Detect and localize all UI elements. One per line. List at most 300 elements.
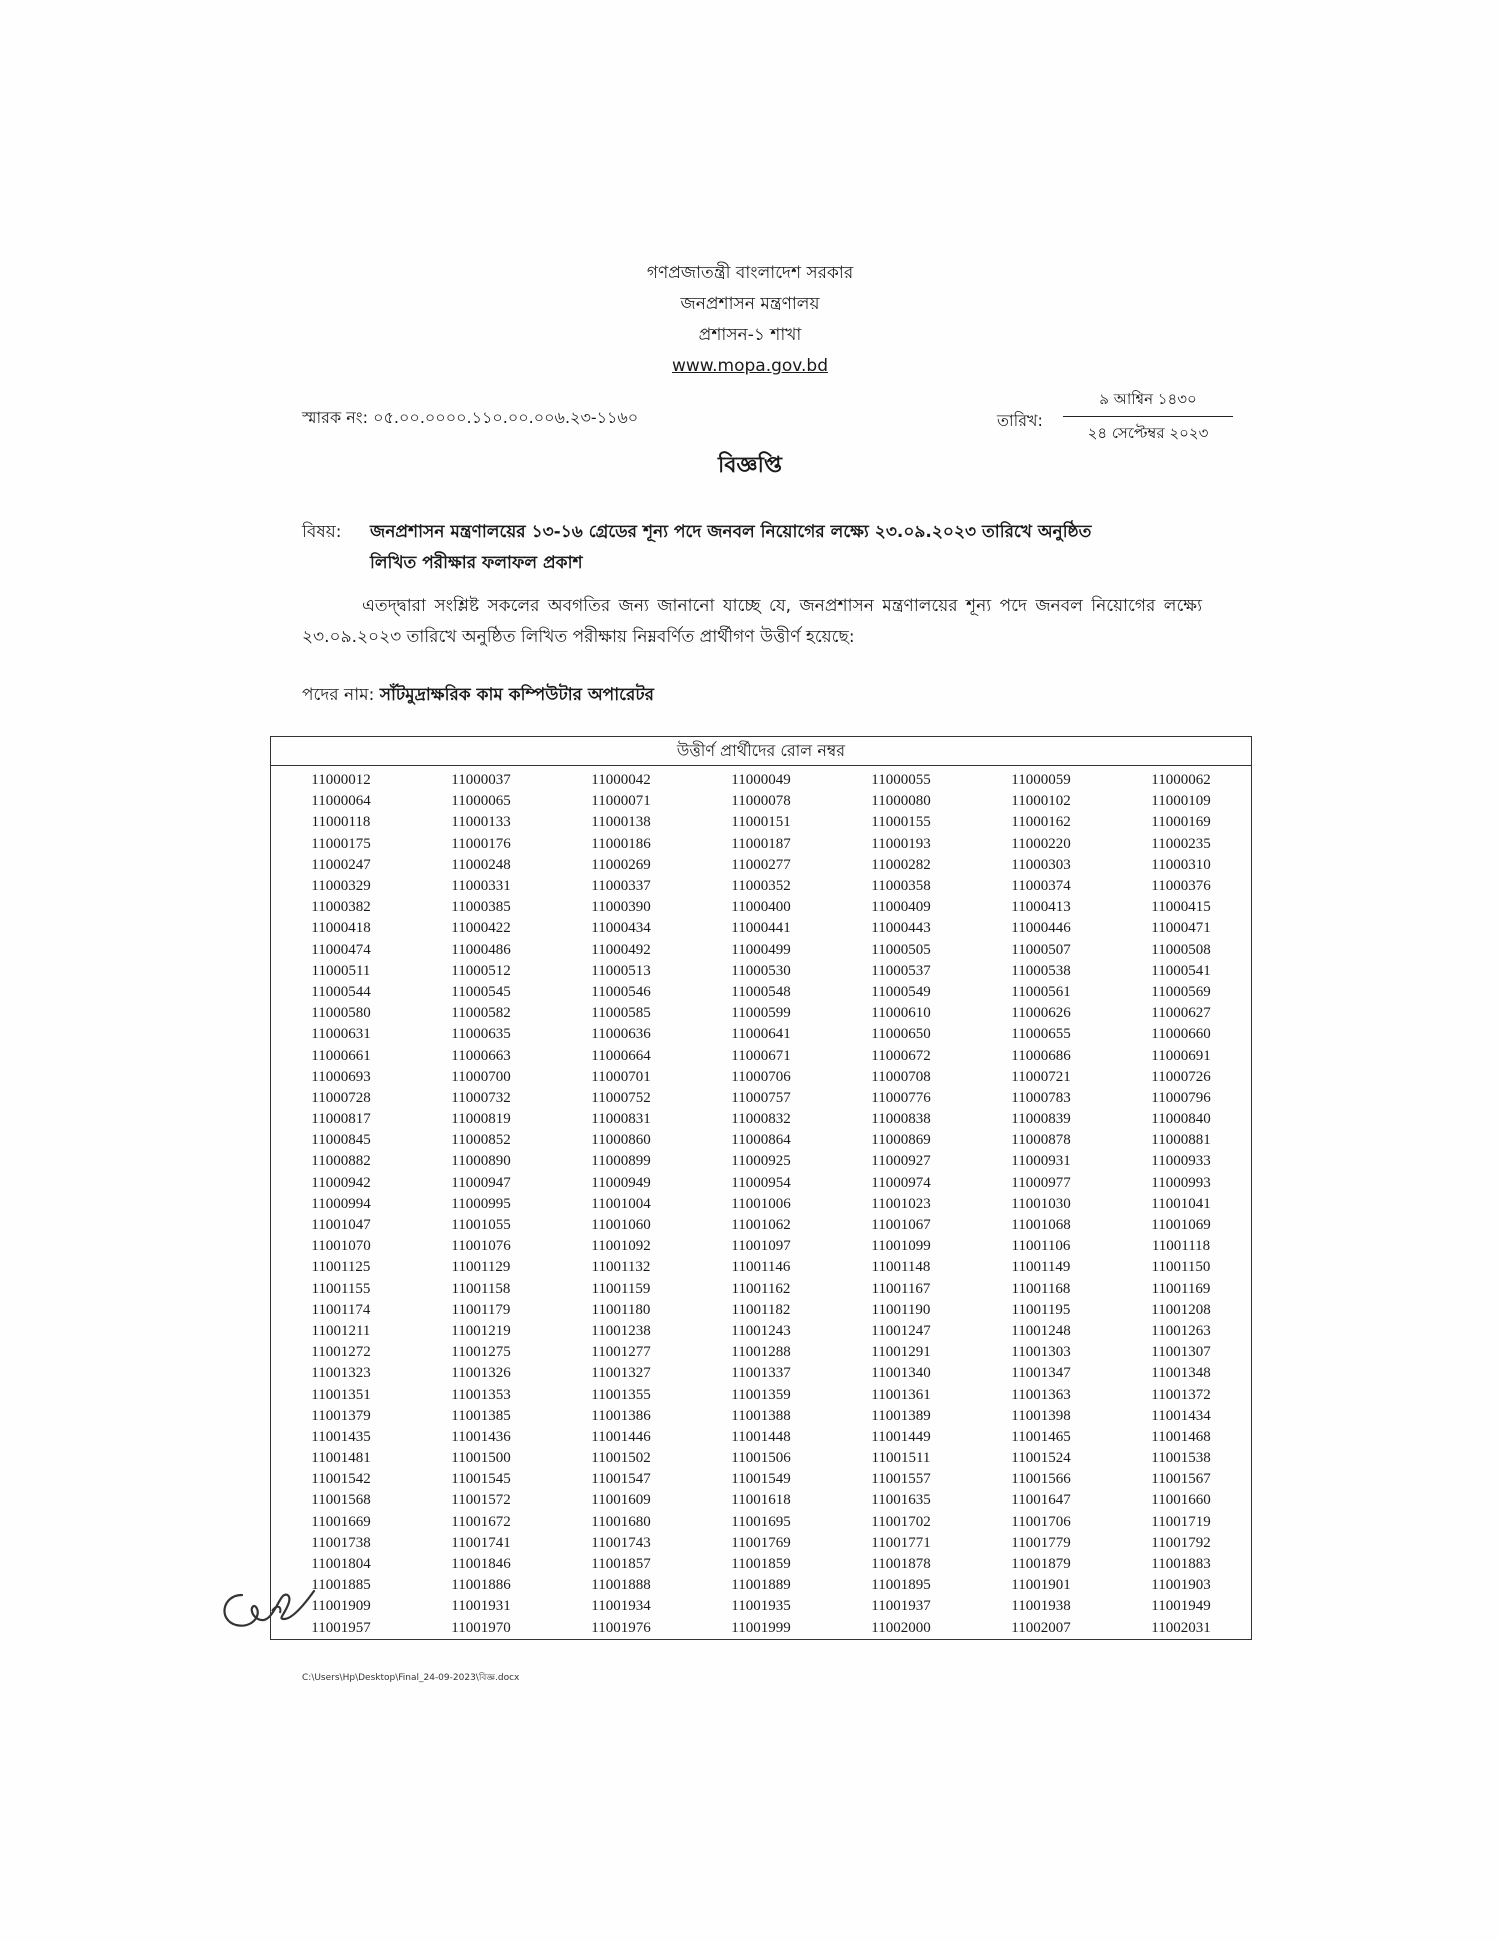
roll-number: 11001859 bbox=[731, 1556, 791, 1573]
roll-number: 11000580 bbox=[311, 1005, 371, 1022]
table-row bbox=[271, 1300, 1251, 1321]
roll-number: 11001385 bbox=[451, 1407, 511, 1424]
roll-number: 11001647 bbox=[1011, 1492, 1071, 1509]
roll-number: 11001347 bbox=[1011, 1365, 1071, 1382]
roll-number: 11000248 bbox=[451, 856, 511, 873]
roll-number: 11000974 bbox=[871, 1174, 931, 1191]
roll-number: 11001155 bbox=[311, 1280, 371, 1297]
roll-number: 11001618 bbox=[731, 1492, 791, 1509]
table-row bbox=[271, 791, 1251, 812]
roll-number: 11000878 bbox=[1011, 1132, 1071, 1149]
roll-number: 11000610 bbox=[871, 1005, 931, 1022]
roll-number: 11000995 bbox=[451, 1195, 511, 1212]
roll-number: 11001949 bbox=[1151, 1598, 1211, 1615]
roll-number: 11001702 bbox=[871, 1513, 931, 1530]
roll-number: 11000352 bbox=[731, 878, 791, 895]
roll-number: 11001148 bbox=[871, 1259, 931, 1276]
roll-number: 11000382 bbox=[311, 899, 371, 916]
roll-number: 11001446 bbox=[591, 1428, 651, 1445]
roll-number: 11000538 bbox=[1011, 962, 1071, 979]
table-row bbox=[271, 1596, 1251, 1617]
roll-number: 11001041 bbox=[1151, 1195, 1211, 1212]
roll-number: 11001436 bbox=[451, 1428, 511, 1445]
roll-number: 11001938 bbox=[1011, 1598, 1071, 1615]
post-label: পদের নাম: bbox=[302, 685, 375, 705]
table-row bbox=[271, 855, 1251, 876]
roll-number: 11001070 bbox=[311, 1238, 371, 1255]
roll-number: 11001901 bbox=[1011, 1577, 1071, 1594]
roll-number: 11000064 bbox=[311, 793, 371, 810]
table-row bbox=[271, 1130, 1251, 1151]
roll-number: 11000899 bbox=[591, 1153, 651, 1170]
date-english: ২৪ সেপ্টেম্বর ২০২৩ bbox=[1087, 424, 1209, 442]
table-row bbox=[271, 1151, 1251, 1172]
roll-number: 11001288 bbox=[731, 1344, 791, 1361]
table-row bbox=[271, 1575, 1251, 1596]
roll-number-grid bbox=[271, 770, 1251, 1639]
roll-number: 11000817 bbox=[311, 1111, 371, 1128]
roll-number: 11001208 bbox=[1151, 1301, 1211, 1318]
roll-number: 11001883 bbox=[1151, 1556, 1211, 1573]
roll-number: 11001129 bbox=[451, 1259, 511, 1276]
roll-number: 11000415 bbox=[1151, 899, 1211, 916]
roll-number: 11000059 bbox=[1011, 772, 1071, 789]
roll-number: 11001538 bbox=[1151, 1450, 1211, 1467]
roll-number: 11001125 bbox=[311, 1259, 371, 1276]
roll-number: 11000757 bbox=[731, 1089, 791, 1106]
roll-number: 11001248 bbox=[1011, 1322, 1071, 1339]
table-row bbox=[271, 1342, 1251, 1363]
roll-number: 11000413 bbox=[1011, 899, 1071, 916]
roll-number: 11001168 bbox=[1011, 1280, 1071, 1297]
roll-number: 11001068 bbox=[1011, 1217, 1071, 1234]
roll-number: 11000852 bbox=[451, 1132, 511, 1149]
roll-number: 11001238 bbox=[591, 1322, 651, 1339]
ministry-name: জনপ্রশাসন মন্ত্রণালয় bbox=[680, 294, 820, 314]
roll-number: 11001372 bbox=[1151, 1386, 1211, 1403]
roll-number: 11000864 bbox=[731, 1132, 791, 1149]
roll-number: 11001211 bbox=[311, 1322, 371, 1339]
table-row bbox=[271, 834, 1251, 855]
roll-number: 11000508 bbox=[1151, 941, 1211, 958]
roll-number: 11000796 bbox=[1151, 1089, 1211, 1106]
roll-number: 11001435 bbox=[311, 1428, 371, 1445]
roll-number: 11001348 bbox=[1151, 1365, 1211, 1382]
roll-number: 11001099 bbox=[871, 1238, 931, 1255]
roll-number: 11001263 bbox=[1151, 1322, 1211, 1339]
table-row bbox=[271, 1469, 1251, 1490]
roll-number: 11000282 bbox=[871, 856, 931, 873]
roll-number: 11001500 bbox=[451, 1450, 511, 1467]
roll-number: 11000664 bbox=[591, 1047, 651, 1064]
roll-number: 11000726 bbox=[1151, 1068, 1211, 1085]
table-row bbox=[271, 1427, 1251, 1448]
roll-number: 11001243 bbox=[731, 1322, 791, 1339]
roll-number: 11000474 bbox=[311, 941, 371, 958]
roll-number: 11000331 bbox=[451, 878, 511, 895]
roll-number: 11000049 bbox=[731, 772, 791, 789]
roll-number: 11000187 bbox=[731, 835, 791, 852]
roll-number: 11000627 bbox=[1151, 1005, 1211, 1022]
roll-number: 11001609 bbox=[591, 1492, 651, 1509]
roll-number: 11001511 bbox=[871, 1450, 931, 1467]
roll-number: 11000548 bbox=[731, 983, 791, 1000]
roll-number: 11000193 bbox=[871, 835, 931, 852]
roll-number: 11000701 bbox=[591, 1068, 651, 1085]
roll-number: 11000661 bbox=[311, 1047, 371, 1064]
roll-number: 11001055 bbox=[451, 1217, 511, 1234]
subject-block bbox=[302, 517, 1202, 579]
roll-number: 11000080 bbox=[871, 793, 931, 810]
roll-number: 11001047 bbox=[311, 1217, 371, 1234]
roll-number: 11000133 bbox=[451, 814, 511, 831]
roll-number: 11002007 bbox=[1011, 1619, 1071, 1636]
roll-number: 11001738 bbox=[311, 1534, 371, 1551]
roll-number: 11001158 bbox=[451, 1280, 511, 1297]
roll-number: 11000994 bbox=[311, 1195, 371, 1212]
roll-number: 11001448 bbox=[731, 1428, 791, 1445]
roll-number: 11000838 bbox=[871, 1111, 931, 1128]
roll-number: 11001069 bbox=[1151, 1217, 1211, 1234]
roll-number: 11000065 bbox=[451, 793, 511, 810]
roll-number: 11001878 bbox=[871, 1556, 931, 1573]
roll-number: 11001542 bbox=[311, 1471, 371, 1488]
roll-number: 11000881 bbox=[1151, 1132, 1211, 1149]
roll-number: 11001004 bbox=[591, 1195, 651, 1212]
roll-number: 11000544 bbox=[311, 983, 371, 1000]
roll-number: 11000626 bbox=[1011, 1005, 1071, 1022]
roll-number: 11000776 bbox=[871, 1089, 931, 1106]
roll-number: 11000303 bbox=[1011, 856, 1071, 873]
table-row bbox=[271, 1448, 1251, 1469]
roll-number: 11001355 bbox=[591, 1386, 651, 1403]
roll-number: 11001174 bbox=[311, 1301, 371, 1318]
roll-number: 11000954 bbox=[731, 1174, 791, 1191]
roll-number: 11001386 bbox=[591, 1407, 651, 1424]
roll-number: 11000636 bbox=[591, 1026, 651, 1043]
roll-number: 11001149 bbox=[1011, 1259, 1071, 1276]
table-row bbox=[271, 961, 1251, 982]
table-row bbox=[271, 1363, 1251, 1384]
roll-number: 11001771 bbox=[871, 1534, 931, 1551]
roll-number: 11001549 bbox=[731, 1471, 791, 1488]
roll-number: 11000186 bbox=[591, 835, 651, 852]
roll-number: 11001340 bbox=[871, 1365, 931, 1382]
roll-number: 11000220 bbox=[1011, 835, 1071, 852]
table-row bbox=[271, 1067, 1251, 1088]
results-table bbox=[270, 736, 1252, 1640]
roll-number: 11001132 bbox=[591, 1259, 651, 1276]
roll-number: 11000660 bbox=[1151, 1026, 1211, 1043]
table-row bbox=[271, 1003, 1251, 1024]
roll-number: 11001680 bbox=[591, 1513, 651, 1530]
roll-number: 11000446 bbox=[1011, 920, 1071, 937]
roll-number: 11001706 bbox=[1011, 1513, 1071, 1530]
roll-number: 11000155 bbox=[871, 814, 931, 831]
post-value: সাঁটমুদ্রাক্ষরিক কাম কম্পিউটার অপারেটর bbox=[379, 685, 654, 705]
roll-number: 11001169 bbox=[1151, 1280, 1211, 1297]
roll-number: 11001303 bbox=[1011, 1344, 1071, 1361]
roll-number: 11001879 bbox=[1011, 1556, 1071, 1573]
roll-number: 11000700 bbox=[451, 1068, 511, 1085]
roll-number: 11000541 bbox=[1151, 962, 1211, 979]
roll-number: 11000385 bbox=[451, 899, 511, 916]
roll-number: 11001804 bbox=[311, 1556, 371, 1573]
roll-number: 11000890 bbox=[451, 1153, 511, 1170]
roll-number: 11001307 bbox=[1151, 1344, 1211, 1361]
roll-number: 11001769 bbox=[731, 1534, 791, 1551]
table-row bbox=[271, 1236, 1251, 1257]
roll-number: 11001389 bbox=[871, 1407, 931, 1424]
roll-number: 11001957 bbox=[311, 1619, 371, 1636]
roll-number: 11001660 bbox=[1151, 1492, 1211, 1509]
roll-number: 11001092 bbox=[591, 1238, 651, 1255]
table-row bbox=[271, 1321, 1251, 1342]
roll-number: 11000176 bbox=[451, 835, 511, 852]
roll-number: 11001567 bbox=[1151, 1471, 1211, 1488]
roll-number: 11001167 bbox=[871, 1280, 931, 1297]
roll-number: 11000650 bbox=[871, 1026, 931, 1043]
roll-number: 11001434 bbox=[1151, 1407, 1211, 1424]
table-row bbox=[271, 1384, 1251, 1405]
roll-number: 11001326 bbox=[451, 1365, 511, 1382]
roll-number: 11001359 bbox=[731, 1386, 791, 1403]
roll-number: 11001060 bbox=[591, 1217, 651, 1234]
notice-body: এতদ্দ্বারা সংশ্লিষ্ট সকলের অবগতির জন্য জানানো যাচ্ছে যে, জনপ্রশাসন মন্ত্রণালয়ের শূন্য পদে জনবল নিয়োগের লক্ষ্যে ২৩.০৯.২০২৩ তারিখে অনুষ্ঠিত লিখিত পরীক্ষায় নিম্নবর্ণিত প্রার্থীগণ উত্তীর্ণ হয়েছে: bbox=[302, 596, 1202, 647]
roll-number: 11000078 bbox=[731, 793, 791, 810]
roll-number: 11000277 bbox=[731, 856, 791, 873]
date-label: তারিখ: bbox=[997, 411, 1043, 430]
roll-number: 11001337 bbox=[731, 1365, 791, 1382]
roll-number: 11001361 bbox=[871, 1386, 931, 1403]
roll-number: 11001023 bbox=[871, 1195, 931, 1212]
roll-number: 11000663 bbox=[451, 1047, 511, 1064]
table-row bbox=[271, 982, 1251, 1003]
roll-number: 11000925 bbox=[731, 1153, 791, 1170]
roll-number: 11001886 bbox=[451, 1577, 511, 1594]
roll-number: 11001895 bbox=[871, 1577, 931, 1594]
roll-number: 11001062 bbox=[731, 1217, 791, 1234]
roll-number: 11001363 bbox=[1011, 1386, 1071, 1403]
letterhead bbox=[0, 258, 1500, 382]
file-path-footer: C:\Users\Hp\Desktop\Final_24-09-2023\বিজ্ঞ.docx bbox=[302, 1673, 520, 1683]
roll-number: 11001150 bbox=[1151, 1259, 1211, 1276]
roll-number: 11000376 bbox=[1151, 878, 1211, 895]
roll-number: 11000175 bbox=[311, 835, 371, 852]
roll-number: 11001976 bbox=[591, 1619, 651, 1636]
roll-number: 11001545 bbox=[451, 1471, 511, 1488]
roll-number: 11000486 bbox=[451, 941, 511, 958]
roll-number: 11001903 bbox=[1151, 1577, 1211, 1594]
roll-number: 11000728 bbox=[311, 1089, 371, 1106]
roll-number: 11000839 bbox=[1011, 1111, 1071, 1128]
roll-number: 11001182 bbox=[731, 1301, 791, 1318]
roll-number: 11000269 bbox=[591, 856, 651, 873]
roll-number: 11001146 bbox=[731, 1259, 791, 1276]
roll-number: 11001524 bbox=[1011, 1450, 1071, 1467]
roll-number: 11000693 bbox=[311, 1068, 371, 1085]
roll-number: 11000505 bbox=[871, 941, 931, 958]
branch-name: প্রশাসন-১ শাখা bbox=[698, 325, 802, 345]
roll-number: 11000109 bbox=[1151, 793, 1211, 810]
roll-number: 11001481 bbox=[311, 1450, 371, 1467]
roll-number: 11000537 bbox=[871, 962, 931, 979]
roll-number: 11001999 bbox=[731, 1619, 791, 1636]
roll-number: 11000400 bbox=[731, 899, 791, 916]
table-row bbox=[271, 1279, 1251, 1300]
roll-number: 11001179 bbox=[451, 1301, 511, 1318]
roll-number: 11001669 bbox=[311, 1513, 371, 1530]
roll-number: 11001857 bbox=[591, 1556, 651, 1573]
roll-number: 11000374 bbox=[1011, 878, 1071, 895]
roll-number: 11000721 bbox=[1011, 1068, 1071, 1085]
table-row bbox=[271, 897, 1251, 918]
roll-number: 11001568 bbox=[311, 1492, 371, 1509]
roll-number: 11001885 bbox=[311, 1577, 371, 1594]
roll-number: 11001353 bbox=[451, 1386, 511, 1403]
roll-number: 11001272 bbox=[311, 1344, 371, 1361]
roll-number: 11000545 bbox=[451, 983, 511, 1000]
roll-number: 11000071 bbox=[591, 793, 651, 810]
roll-number: 11001934 bbox=[591, 1598, 651, 1615]
table-row bbox=[271, 1194, 1251, 1215]
table-row bbox=[271, 1406, 1251, 1427]
roll-number: 11000561 bbox=[1011, 983, 1071, 1000]
roll-number: 11002031 bbox=[1151, 1619, 1211, 1636]
roll-number: 11001937 bbox=[871, 1598, 931, 1615]
memo-number: স্মারক নং: ০৫.০০.০০০০.১১০.০০.০০৬.২৩-১১৬০ bbox=[302, 408, 639, 427]
roll-number: 11000942 bbox=[311, 1174, 371, 1191]
roll-number: 11001247 bbox=[871, 1322, 931, 1339]
roll-number: 11001323 bbox=[311, 1365, 371, 1382]
roll-number: 11001502 bbox=[591, 1450, 651, 1467]
table-row bbox=[271, 876, 1251, 897]
roll-number: 11001743 bbox=[591, 1534, 651, 1551]
roll-number: 11000329 bbox=[311, 878, 371, 895]
roll-number: 11000546 bbox=[591, 983, 651, 1000]
roll-number: 11001379 bbox=[311, 1407, 371, 1424]
table-row bbox=[271, 812, 1251, 833]
roll-number: 11000441 bbox=[731, 920, 791, 937]
roll-number: 11001506 bbox=[731, 1450, 791, 1467]
roll-number: 11000832 bbox=[731, 1111, 791, 1128]
table-row bbox=[271, 770, 1251, 791]
roll-number: 11001909 bbox=[311, 1598, 371, 1615]
roll-number: 11000947 bbox=[451, 1174, 511, 1191]
roll-number: 11000933 bbox=[1151, 1153, 1211, 1170]
website-link[interactable]: www.mopa.gov.bd bbox=[671, 356, 829, 376]
roll-number: 11000513 bbox=[591, 962, 651, 979]
roll-number: 11001792 bbox=[1151, 1534, 1211, 1551]
table-row bbox=[271, 940, 1251, 961]
roll-number: 11000530 bbox=[731, 962, 791, 979]
roll-number: 11000585 bbox=[591, 1005, 651, 1022]
table-row bbox=[271, 1024, 1251, 1045]
roll-number: 11000471 bbox=[1151, 920, 1211, 937]
roll-number: 11000169 bbox=[1151, 814, 1211, 831]
roll-number: 11001097 bbox=[731, 1238, 791, 1255]
roll-number: 11000840 bbox=[1151, 1111, 1211, 1128]
roll-number: 11000672 bbox=[871, 1047, 931, 1064]
roll-number: 11001465 bbox=[1011, 1428, 1071, 1445]
roll-number: 11000977 bbox=[1011, 1174, 1071, 1191]
roll-number: 11001719 bbox=[1151, 1513, 1211, 1530]
roll-number: 11001180 bbox=[591, 1301, 651, 1318]
roll-number: 11001888 bbox=[591, 1577, 651, 1594]
date-bangla: ৯ আশ্বিন ১৪৩০ bbox=[1063, 388, 1233, 417]
roll-number: 11001566 bbox=[1011, 1471, 1071, 1488]
roll-number: 11000582 bbox=[451, 1005, 511, 1022]
roll-number: 11001779 bbox=[1011, 1534, 1071, 1551]
subject-line-1: জনপ্রশাসন মন্ত্রণালয়ের ১৩-১৬ গ্রেডের শূন্য পদে জনবল নিয়োগের লক্ষ্যে ২৩.০৯.২০২৩ তারিখে অনুষ্ঠিত bbox=[370, 522, 1092, 542]
roll-number: 11000409 bbox=[871, 899, 931, 916]
roll-number: 11001190 bbox=[871, 1301, 931, 1318]
roll-number: 11001547 bbox=[591, 1471, 651, 1488]
roll-number: 11001277 bbox=[591, 1344, 651, 1361]
table-row bbox=[271, 1215, 1251, 1236]
subject-label: বিষয়: bbox=[302, 522, 342, 542]
roll-number: 11001557 bbox=[871, 1471, 931, 1488]
subject-line-2: লিখিত পরীক্ষার ফলাফল প্রকাশ bbox=[370, 553, 583, 573]
roll-number: 11000499 bbox=[731, 941, 791, 958]
roll-number: 11001741 bbox=[451, 1534, 511, 1551]
roll-number: 11000358 bbox=[871, 878, 931, 895]
table-row bbox=[271, 1173, 1251, 1194]
roll-number: 11000831 bbox=[591, 1111, 651, 1128]
roll-number: 11001118 bbox=[1151, 1238, 1211, 1255]
roll-number: 11001030 bbox=[1011, 1195, 1071, 1212]
roll-number: 11000235 bbox=[1151, 835, 1211, 852]
roll-number: 11000845 bbox=[311, 1132, 371, 1149]
roll-number: 11001006 bbox=[731, 1195, 791, 1212]
roll-number: 11000599 bbox=[731, 1005, 791, 1022]
table-row bbox=[271, 918, 1251, 939]
roll-number: 11000869 bbox=[871, 1132, 931, 1149]
roll-number: 11000631 bbox=[311, 1026, 371, 1043]
roll-number: 11000138 bbox=[591, 814, 651, 831]
roll-number: 11001076 bbox=[451, 1238, 511, 1255]
roll-number: 11000569 bbox=[1151, 983, 1211, 1000]
roll-number: 11000752 bbox=[591, 1089, 651, 1106]
roll-number: 11000422 bbox=[451, 920, 511, 937]
roll-number: 11000012 bbox=[311, 772, 371, 789]
table-row bbox=[271, 1533, 1251, 1554]
roll-number: 11001162 bbox=[731, 1280, 791, 1297]
roll-number: 11000062 bbox=[1151, 772, 1211, 789]
government-name: গণপ্রজাতন্ত্রী বাংলাদেশ সরকার bbox=[646, 263, 854, 283]
date-block bbox=[1063, 388, 1233, 447]
roll-number: 11001931 bbox=[451, 1598, 511, 1615]
roll-number: 11000151 bbox=[731, 814, 791, 831]
roll-number: 11001195 bbox=[1011, 1301, 1071, 1318]
roll-number: 11000691 bbox=[1151, 1047, 1211, 1064]
roll-number: 11002000 bbox=[871, 1619, 931, 1636]
roll-number: 11000860 bbox=[591, 1132, 651, 1149]
table-row bbox=[271, 1618, 1251, 1639]
roll-number: 11001635 bbox=[871, 1492, 931, 1509]
roll-number: 11001351 bbox=[311, 1386, 371, 1403]
roll-number: 11000434 bbox=[591, 920, 651, 937]
roll-number: 11001067 bbox=[871, 1217, 931, 1234]
roll-number: 11000819 bbox=[451, 1111, 511, 1128]
signature bbox=[212, 1575, 322, 1645]
roll-number: 11001388 bbox=[731, 1407, 791, 1424]
table-row bbox=[271, 1109, 1251, 1130]
roll-number: 11000247 bbox=[311, 856, 371, 873]
roll-number: 11000706 bbox=[731, 1068, 791, 1085]
roll-number: 11000512 bbox=[451, 962, 511, 979]
roll-number: 11000635 bbox=[451, 1026, 511, 1043]
